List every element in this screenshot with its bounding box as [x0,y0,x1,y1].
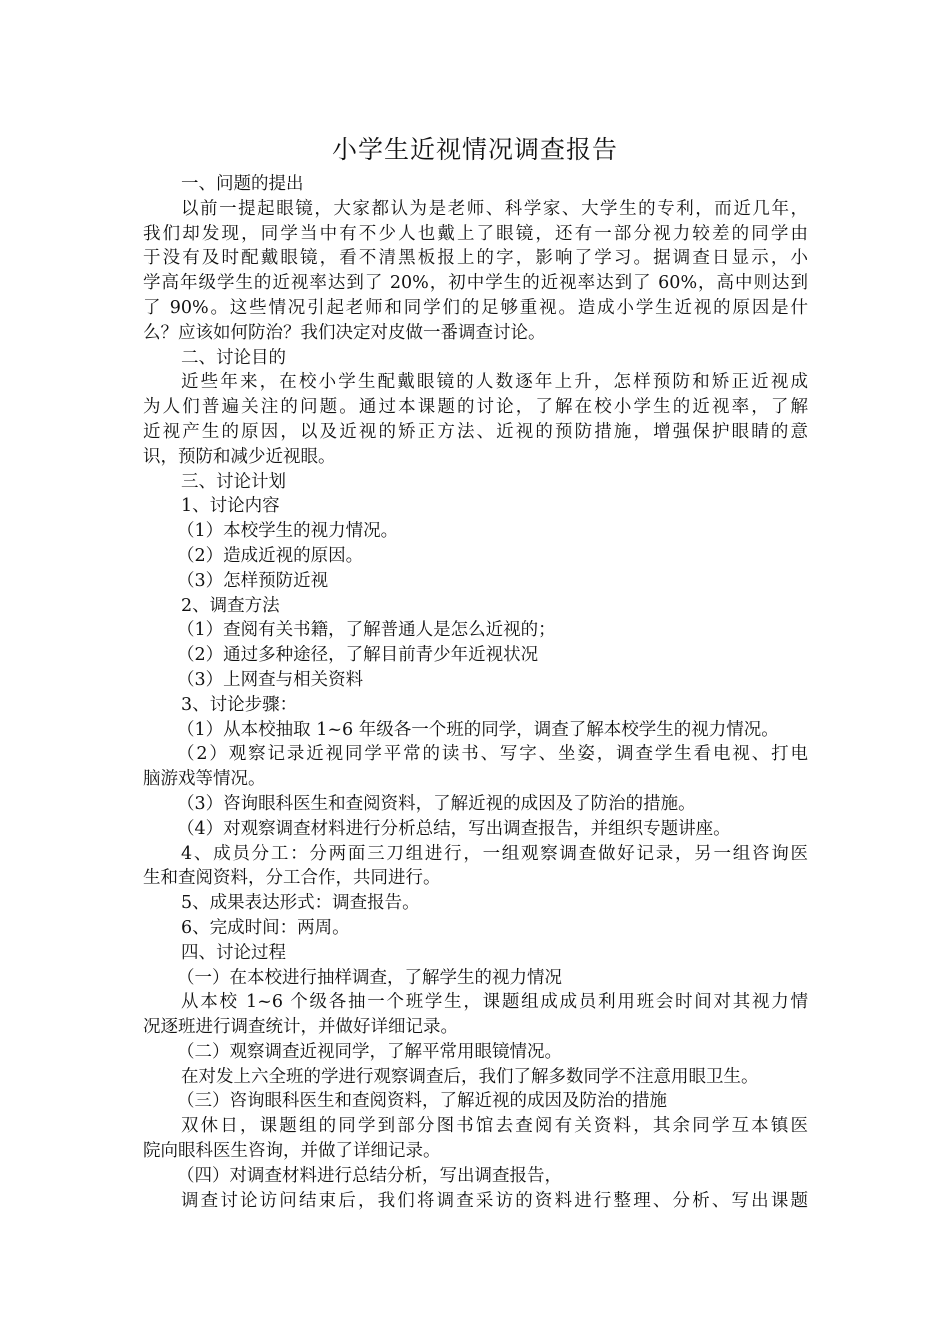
text-line: 于没有及时配戴眼镜，看不清黑板报上的字，影响了学习。据调查日显示，小 [143,248,808,269]
text-line: （2）通过多种途径，了解目前青少年近视状况 [177,645,539,666]
document-body [143,172,808,1213]
text-line: 院向眼科医生咨询，并做了详细记录。 [143,1141,441,1162]
text-line: 我们却发现，同学当中有不少人也戴上了眼镜，还有一部分视力较差的同学由 [143,223,808,244]
text-line: 近视产生的原因，以及近视的矫正方法、近视的预防措施，增强保护眼睛的意 [143,421,808,442]
text-line: 2、调查方法 [181,595,280,616]
text-line: 四、讨论过程 [181,942,286,963]
text-line: 生和查阅资料，分工合作，共同进行。 [143,868,441,889]
text-line: 二、讨论目的 [181,347,286,368]
text-line: 双休日，课题组的同学到部分图书馆去查阅有关资料，其余同学互本镇医 [181,1116,808,1137]
text-line: （4）对观察调查材料进行分析总结，写出调查报告，并组织专题讲座。 [177,818,731,839]
text-line: 为人们普遍关注的问题。通过本课题的讨论，了解在校小学生的近视率，了解 [143,397,808,418]
text-line: （1）本校学生的视力情况。 [177,521,399,542]
text-line: 识，预防和减少近视眼。 [143,446,336,467]
text-line: 在对发上六全班的学进行观察调查后，我们了解多数同学不注意用眼卫生。 [181,1066,759,1087]
text-line: （2）造成近视的原因。 [177,545,364,566]
text-line: （四）对调查材料进行总结分析，写出调查报告， [177,1165,562,1186]
text-line: 脑游戏等情况。 [143,769,266,790]
text-line: （3）上网查与相关资料 [177,669,364,690]
text-line: （三）咨询眼科医生和查阅资料，了解近视的成因及防治的措施 [177,1091,667,1112]
text-line: 么？应该如何防治？我们决定对皮做一番调查讨论。 [143,322,546,343]
text-line: 3、讨论步骤： [181,694,298,715]
text-line: （1）从本校抽取 1~6 年级各一个班的同学，调查了解本校学生的视力情况。 [177,719,779,740]
text-line: 近些年来，在校小学生配戴眼镜的人数逐年上升，怎样预防和矫正近视成 [181,372,808,393]
text-line: 1、讨论内容 [181,496,280,517]
text-line: （1）查阅有关书籍，了解普通人是怎么近视的； [177,620,556,641]
text-line: 4、成员分工：分两面三刀组进行，一组观察调查做好记录，另一组咨询医 [181,843,808,864]
text-line: （3）咨询眼科医生和查阅资料，了解近视的成因及了防治的措施。 [177,793,696,814]
text-line: 以前一提起眼镜，大家都认为是老师、科学家、大学生的专利，而近几年， [181,198,808,219]
text-line: 从本校 1~6 个级各抽一个班学生，课题组成成员利用班会时间对其视力情 [181,992,808,1013]
text-line: 一、问题的提出 [181,174,304,194]
text-line: 况逐班进行调查统计，并做好详细记录。 [143,1017,458,1038]
text-line: 三、讨论计划 [181,471,286,492]
text-line: 了 90%。这些情况引起老师和同学们的足够重视。造成小学生近视的原因是什 [143,297,808,318]
text-line: 5、成果表达形式：调查报告。 [181,893,420,914]
text-line: 6、完成时间：两周。 [181,917,350,938]
text-line: （2）观察记录近视同学平常的读书、写字、坐姿，调查学生看电视、打电 [177,744,808,765]
text-line: （3）怎样预防近视 [177,570,329,591]
document-title: 小学生近视情况调查报告 [331,135,618,164]
text-line: （二）观察调查近视同学，了解平常用眼镜情况。 [177,1041,562,1062]
text-line: （一）在本校进行抽样调查，了解学生的视力情况 [177,967,562,988]
text-line: 学高年级学生的近视率达到了 20%，初中学生的近视率达到了 60%，高中则达到 [143,273,808,294]
text-line: 调查讨论访问结束后，我们将调查采访的资料进行整理、分析、写出课题 [181,1190,808,1211]
